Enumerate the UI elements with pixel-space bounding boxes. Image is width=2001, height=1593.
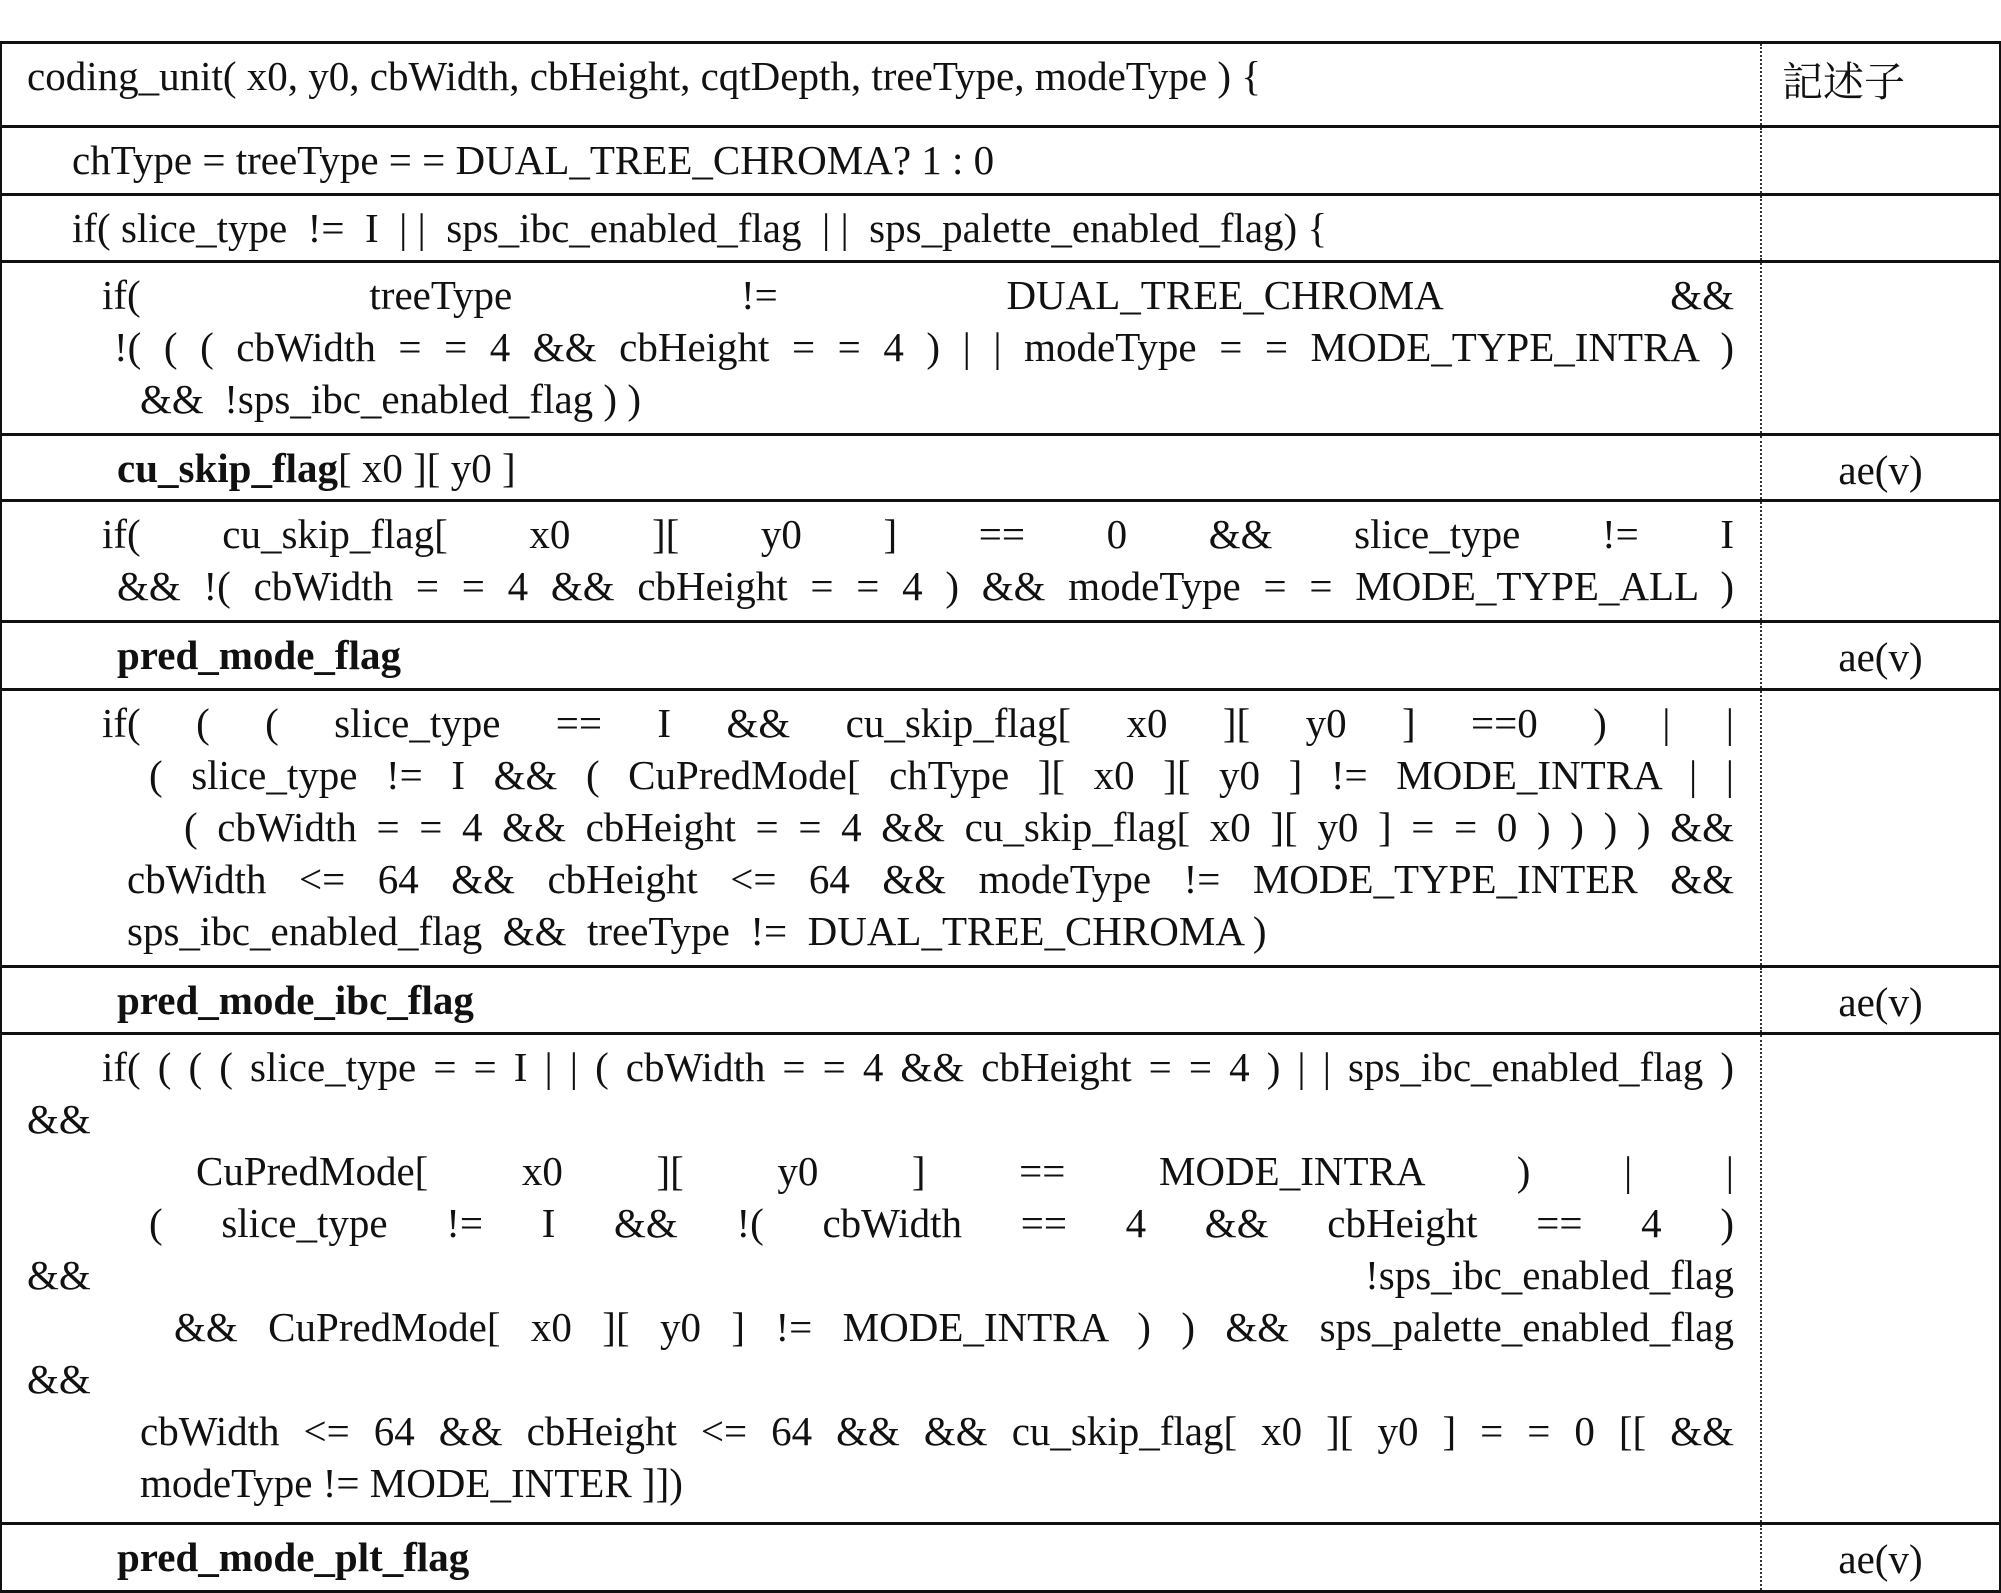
syntax-element-index: [ x0 ][ y0 ] <box>338 445 516 491</box>
descriptor-cell: ae(v) <box>1761 1524 2000 1592</box>
syntax-cell <box>1 501 1761 622</box>
table-row <box>1 1524 2000 1592</box>
syntax-cell <box>1 195 1761 262</box>
syntax-cell <box>1 435 1761 501</box>
syntax-element-name: cu_skip_flag <box>117 445 338 491</box>
table-row <box>1 262 2000 435</box>
syntax-line: chType = treeType = = DUAL_TREE_CHROMA? 1 : 0 <box>2 134 1734 186</box>
descriptor-cell <box>1761 1034 2000 1524</box>
syntax-line: && <box>2 1093 1734 1145</box>
syntax-cell <box>1 690 1761 967</box>
syntax-line: && <box>2 1353 1734 1405</box>
syntax-element <box>2 442 1734 494</box>
table-row <box>1 967 2000 1034</box>
table-row <box>1 622 2000 690</box>
syntax-element <box>2 629 1734 681</box>
table-row <box>1 195 2000 262</box>
table-header-row <box>1 43 2000 127</box>
syntax-line: CuPredMode[ x0 ][ y0 ] == MODE_INTRA ) | | <box>2 1145 1734 1197</box>
syntax-line: modeType != MODE_INTER ]]) <box>2 1457 1734 1509</box>
syntax-cell <box>1 1524 1761 1592</box>
syntax-element-name: pred_mode_flag <box>117 632 401 678</box>
descriptor-cell <box>1761 501 2000 622</box>
syntax-element <box>2 974 1734 1026</box>
syntax-element <box>2 1531 1734 1583</box>
descriptor-cell <box>1761 195 2000 262</box>
table-row <box>1 435 2000 501</box>
syntax-cell <box>1 1034 1761 1524</box>
syntax-line: cbWidth <= 64 && cbHeight <= 64 && modeType != MODE_TYPE_INTER && <box>2 853 1734 905</box>
syntax-line: ( cbWidth = = 4 && cbHeight = = 4 && cu_skip_flag[ x0 ][ y0 ] = = 0 ) ) ) ) && <box>2 801 1734 853</box>
syntax-line: if( ( ( slice_type == I && cu_skip_flag[ x0 ][ y0 ] ==0 ) | | <box>2 697 1734 749</box>
table-row <box>1 690 2000 967</box>
syntax-line: && !( cbWidth = = 4 && cbHeight = = 4 ) && modeType = = MODE_TYPE_ALL ) <box>2 560 1734 612</box>
syntax-line: && !sps_ibc_enabled_flag <box>2 1249 1734 1301</box>
syntax-line: sps_ibc_enabled_flag && treeType != DUAL_TREE_CHROMA ) <box>2 905 1734 957</box>
syntax-line: if( treeType != DUAL_TREE_CHROMA && <box>2 269 1734 321</box>
syntax-cell <box>1 43 1761 127</box>
syntax-element-name: pred_mode_ibc_flag <box>117 977 474 1023</box>
syntax-line: ( slice_type != I && !( cbWidth == 4 && cbHeight == 4 ) <box>2 1197 1734 1249</box>
syntax-cell <box>1 127 1761 195</box>
table-row <box>1 501 2000 622</box>
descriptor-cell: ae(v) <box>1761 435 2000 501</box>
syntax-line: && !sps_ibc_enabled_flag ) ) <box>2 373 1734 425</box>
descriptor-cell <box>1761 690 2000 967</box>
syntax-line: if( ( ( ( slice_type = = I | | ( cbWidth = = 4 && cbHeight = = 4 ) | | sps_ibc_enabled_flag ) <box>2 1041 1734 1093</box>
syntax-line: coding_unit( x0, y0, cbWidth, cbHeight, cqtDepth, treeType, modeType ) { <box>2 50 1734 102</box>
descriptor-header: 記述子 <box>1761 43 2000 127</box>
descriptor-cell <box>1761 127 2000 195</box>
syntax-table <box>0 41 2001 1593</box>
syntax-line: && CuPredMode[ x0 ][ y0 ] != MODE_INTRA ) ) && sps_palette_enabled_flag <box>2 1301 1734 1353</box>
descriptor-cell <box>1761 262 2000 435</box>
syntax-element-name: pred_mode_plt_flag <box>117 1534 469 1580</box>
syntax-cell <box>1 262 1761 435</box>
descriptor-cell: ae(v) <box>1761 622 2000 690</box>
syntax-line: if( cu_skip_flag[ x0 ][ y0 ] == 0 && slice_type != I <box>2 508 1734 560</box>
descriptor-cell: ae(v) <box>1761 967 2000 1034</box>
syntax-line: ( slice_type != I && ( CuPredMode[ chType ][ x0 ][ y0 ] != MODE_INTRA | | <box>2 749 1734 801</box>
syntax-cell <box>1 967 1761 1034</box>
table-row <box>1 1034 2000 1524</box>
syntax-cell <box>1 622 1761 690</box>
table-row <box>1 127 2000 195</box>
syntax-line: if( slice_type != I | | sps_ibc_enabled_flag | | sps_palette_enabled_flag) { <box>2 202 1734 254</box>
syntax-line: !( ( ( cbWidth = = 4 && cbHeight = = 4 ) | | modeType = = MODE_TYPE_INTRA ) <box>2 321 1734 373</box>
syntax-line: cbWidth <= 64 && cbHeight <= 64 && && cu_skip_flag[ x0 ][ y0 ] = = 0 [[ && <box>2 1405 1734 1457</box>
